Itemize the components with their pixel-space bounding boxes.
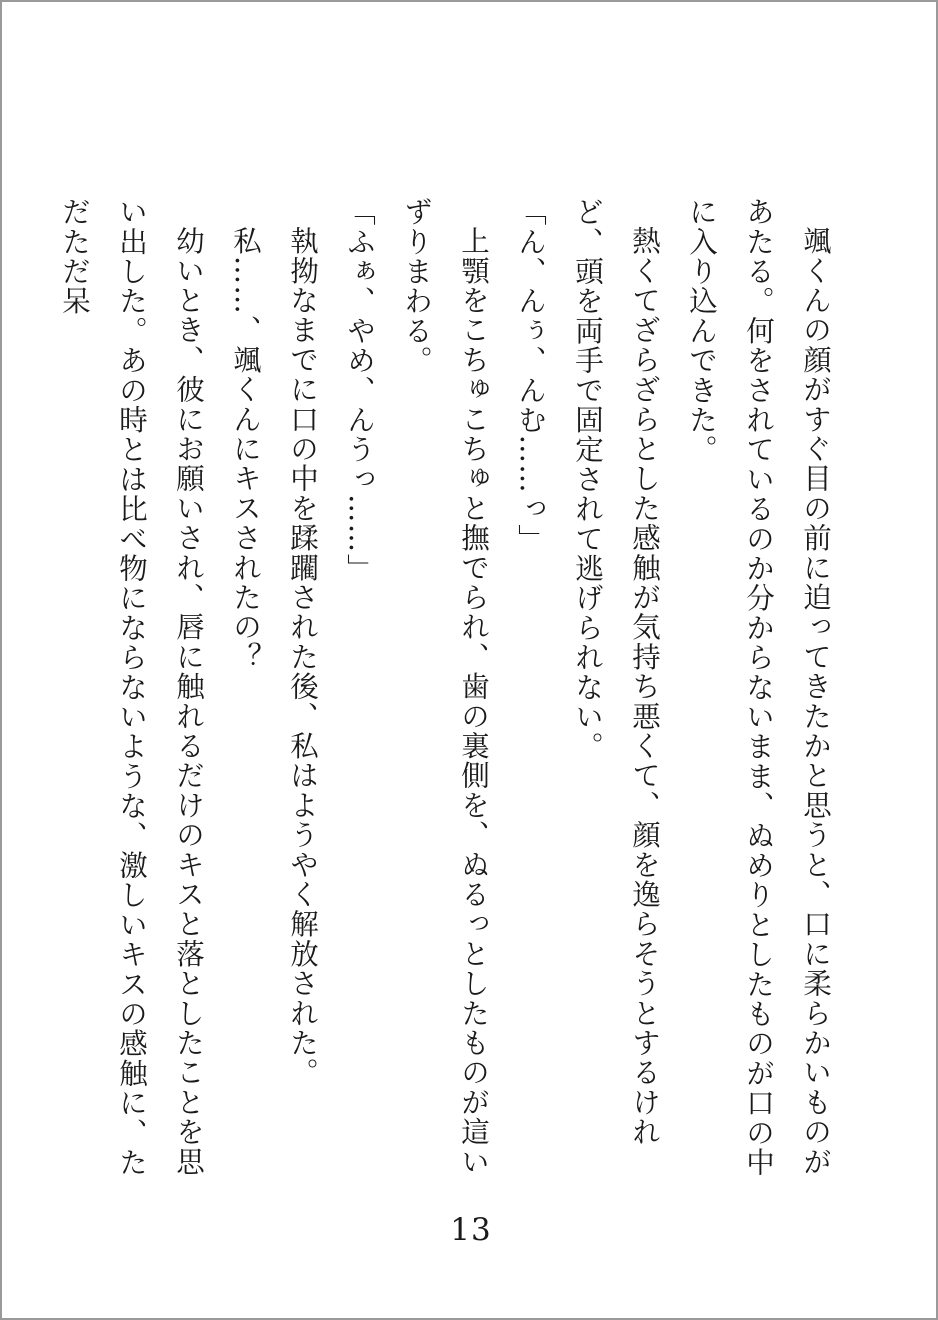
paragraph-2: 熱くてざらざらとした感触が気持ち悪くて、顔を逸らそうとするけれど、頭を両手で固定されて逃げられない。: [571, 197, 661, 1147]
vertical-text-body: [58, 197, 844, 1187]
paragraph-3: 上顎をこちゅこちゅと撫でられ、歯の裏側を、ぬるっとしたものが這いずりまわる。: [400, 197, 490, 1176]
paragraph-6: 幼いとき、彼にお願いされ、唇に触れるだけのキスと落としたことを思い出した。あの時とは比べ物にならないような、激しいキスの感触に、ただただ呆: [58, 197, 205, 1178]
dialogue-line-1: 「ん、んぅ、んむ……っ」: [514, 197, 547, 554]
paragraph-5: 私……、颯くんにキスされたの？: [229, 225, 262, 671]
page-number: 13: [450, 1212, 492, 1248]
paragraph-4: 執拗なまでに口の中を蹂躙された後、私はようやく解放された。: [286, 225, 319, 1087]
paragraph-1: 颯くんの顔がすぐ目の前に迫ってきたかと思うと、口に柔らかいものがあたる。何をされているのか分からないまま、ぬめりとしたものが口の中に入り込んできた。: [685, 197, 832, 1178]
dialogue-line-2: 「ふぁ、やめ、んうっ……」: [343, 197, 376, 584]
